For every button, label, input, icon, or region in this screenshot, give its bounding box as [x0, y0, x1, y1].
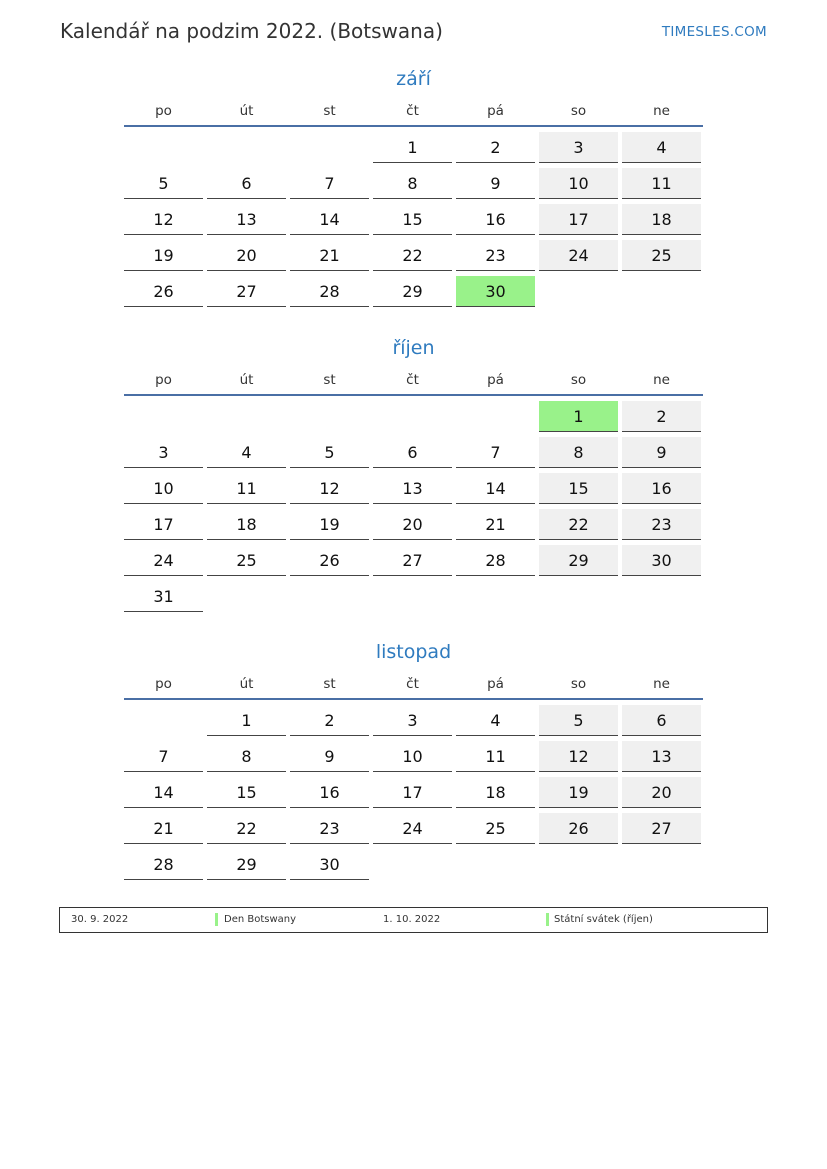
day-cell: 28 — [290, 276, 369, 307]
empty-day-cell — [290, 401, 369, 432]
weekday-header — [124, 103, 703, 127]
day-cell: 22 — [539, 509, 618, 540]
month-name: září — [396, 68, 431, 90]
weekday-label: po — [155, 372, 172, 388]
week-row — [124, 240, 703, 272]
empty-day-cell — [622, 276, 701, 307]
day-cell: 10 — [373, 741, 452, 772]
day-cell: 13 — [622, 741, 701, 772]
day-cell: 9 — [290, 741, 369, 772]
day-cell: 19 — [539, 777, 618, 808]
day-cell: 20 — [207, 240, 286, 271]
weekday-label: st — [323, 372, 336, 388]
weekday-header — [124, 676, 703, 700]
day-cell: 4 — [456, 705, 535, 736]
empty-day-cell — [124, 132, 203, 163]
weekday-label: so — [570, 372, 587, 388]
day-cell: 5 — [124, 168, 203, 199]
empty-day-cell — [207, 581, 286, 612]
day-cell: 22 — [207, 813, 286, 844]
day-cell: 16 — [622, 473, 701, 504]
day-cell: 8 — [539, 437, 618, 468]
legend-color-marker — [546, 913, 549, 926]
week-row — [124, 132, 703, 164]
day-cell: 6 — [207, 168, 286, 199]
empty-day-cell — [456, 849, 535, 880]
day-cell: 21 — [290, 240, 369, 271]
day-cell: 30 — [290, 849, 369, 880]
weekday-label: st — [323, 103, 336, 119]
weekday-label: ne — [653, 676, 670, 692]
empty-day-cell — [373, 401, 452, 432]
week-row — [124, 813, 703, 845]
day-cell: 1 — [207, 705, 286, 736]
day-cell: 11 — [622, 168, 701, 199]
day-cell: 24 — [124, 545, 203, 576]
day-cell: 19 — [124, 240, 203, 271]
weekday-label: ne — [653, 103, 670, 119]
empty-day-cell — [124, 401, 203, 432]
day-cell: 8 — [373, 168, 452, 199]
day-cell: 4 — [622, 132, 701, 163]
day-cell: 8 — [207, 741, 286, 772]
day-cell: 14 — [456, 473, 535, 504]
day-cell: 12 — [539, 741, 618, 772]
day-cell: 5 — [539, 705, 618, 736]
legend-date: 1. 10. 2022 — [383, 914, 441, 925]
day-cell: 11 — [207, 473, 286, 504]
weekday-label: ne — [653, 372, 670, 388]
weekday-label: po — [155, 103, 172, 119]
empty-day-cell — [539, 581, 618, 612]
weekday-label: po — [155, 676, 172, 692]
day-cell: 14 — [290, 204, 369, 235]
page-title: Kalendář na podzim 2022. (Botswana) — [60, 19, 443, 43]
day-cell: 26 — [539, 813, 618, 844]
day-cell: 10 — [539, 168, 618, 199]
month-name: listopad — [375, 641, 452, 663]
week-row — [124, 204, 703, 236]
empty-day-cell — [622, 849, 701, 880]
day-cell: 2 — [290, 705, 369, 736]
day-cell: 29 — [539, 545, 618, 576]
empty-day-cell — [539, 276, 618, 307]
day-cell: 7 — [456, 437, 535, 468]
empty-day-cell — [456, 401, 535, 432]
empty-day-cell — [207, 401, 286, 432]
week-row — [124, 545, 703, 577]
day-cell: 29 — [373, 276, 452, 307]
day-cell: 25 — [456, 813, 535, 844]
day-cell: 30 — [622, 545, 701, 576]
day-cell: 15 — [539, 473, 618, 504]
day-cell: 13 — [373, 473, 452, 504]
day-cell: 30 — [456, 276, 535, 307]
weekday-label: út — [239, 372, 254, 388]
day-cell: 19 — [290, 509, 369, 540]
empty-day-cell — [124, 705, 203, 736]
day-cell: 31 — [124, 581, 203, 612]
day-cell: 17 — [124, 509, 203, 540]
day-cell: 18 — [456, 777, 535, 808]
week-row — [124, 849, 703, 881]
legend-holiday-name: Státní svátek (říjen) — [554, 914, 653, 925]
day-cell: 23 — [290, 813, 369, 844]
day-cell: 27 — [622, 813, 701, 844]
day-cell: 3 — [539, 132, 618, 163]
site-link[interactable]: TIMESLES.COM — [661, 24, 767, 40]
day-cell: 25 — [207, 545, 286, 576]
day-cell: 3 — [124, 437, 203, 468]
week-row — [124, 581, 703, 613]
week-row — [124, 509, 703, 541]
weekday-label: čt — [406, 372, 419, 388]
empty-day-cell — [373, 581, 452, 612]
weekday-label: so — [570, 676, 587, 692]
weekday-label: čt — [406, 676, 419, 692]
legend-holiday-name: Den Botswany — [224, 914, 297, 925]
empty-day-cell — [456, 581, 535, 612]
day-cell: 6 — [373, 437, 452, 468]
week-row — [124, 168, 703, 200]
weekday-label: pá — [487, 103, 504, 119]
weekday-label: so — [570, 103, 587, 119]
day-cell: 20 — [622, 777, 701, 808]
day-cell: 17 — [539, 204, 618, 235]
day-cell: 13 — [207, 204, 286, 235]
weekday-label: st — [323, 676, 336, 692]
empty-day-cell — [622, 581, 701, 612]
day-cell: 15 — [373, 204, 452, 235]
day-cell: 12 — [290, 473, 369, 504]
day-cell: 18 — [207, 509, 286, 540]
day-cell: 17 — [373, 777, 452, 808]
legend-date: 30. 9. 2022 — [71, 914, 129, 925]
day-cell: 6 — [622, 705, 701, 736]
day-cell: 25 — [622, 240, 701, 271]
week-row — [124, 777, 703, 809]
weekday-label: pá — [487, 676, 504, 692]
weekday-label: pá — [487, 372, 504, 388]
day-cell: 2 — [456, 132, 535, 163]
day-cell: 2 — [622, 401, 701, 432]
day-cell: 16 — [290, 777, 369, 808]
day-cell: 28 — [456, 545, 535, 576]
day-cell: 7 — [290, 168, 369, 199]
day-cell: 1 — [539, 401, 618, 432]
day-cell: 7 — [124, 741, 203, 772]
empty-day-cell — [207, 132, 286, 163]
day-cell: 24 — [373, 813, 452, 844]
week-row — [124, 473, 703, 505]
legend-color-marker — [215, 913, 218, 926]
week-row — [124, 276, 703, 308]
weekday-header — [124, 372, 703, 396]
day-cell: 15 — [207, 777, 286, 808]
day-cell: 14 — [124, 777, 203, 808]
day-cell: 12 — [124, 204, 203, 235]
month-calendar — [124, 67, 703, 312]
day-cell: 4 — [207, 437, 286, 468]
day-cell: 27 — [207, 276, 286, 307]
day-cell: 16 — [456, 204, 535, 235]
day-cell: 24 — [539, 240, 618, 271]
day-cell: 9 — [622, 437, 701, 468]
empty-day-cell — [539, 849, 618, 880]
day-cell: 21 — [456, 509, 535, 540]
month-calendar — [124, 640, 703, 885]
day-cell: 3 — [373, 705, 452, 736]
day-cell: 23 — [456, 240, 535, 271]
weekday-label: čt — [406, 103, 419, 119]
weekday-label: út — [239, 676, 254, 692]
empty-day-cell — [373, 849, 452, 880]
month-name: říjen — [392, 337, 435, 359]
day-cell: 11 — [456, 741, 535, 772]
day-cell: 1 — [373, 132, 452, 163]
day-cell: 26 — [290, 545, 369, 576]
week-row — [124, 705, 703, 737]
day-cell: 23 — [622, 509, 701, 540]
week-row — [124, 741, 703, 773]
month-calendar — [124, 336, 703, 617]
day-cell: 5 — [290, 437, 369, 468]
day-cell: 20 — [373, 509, 452, 540]
day-cell: 21 — [124, 813, 203, 844]
day-cell: 29 — [207, 849, 286, 880]
week-row — [124, 437, 703, 469]
day-cell: 26 — [124, 276, 203, 307]
week-row — [124, 401, 703, 433]
day-cell: 22 — [373, 240, 452, 271]
day-cell: 9 — [456, 168, 535, 199]
day-cell: 10 — [124, 473, 203, 504]
empty-day-cell — [290, 581, 369, 612]
holiday-legend — [59, 907, 768, 933]
day-cell: 27 — [373, 545, 452, 576]
weekday-label: út — [239, 103, 254, 119]
empty-day-cell — [290, 132, 369, 163]
day-cell: 28 — [124, 849, 203, 880]
day-cell: 18 — [622, 204, 701, 235]
